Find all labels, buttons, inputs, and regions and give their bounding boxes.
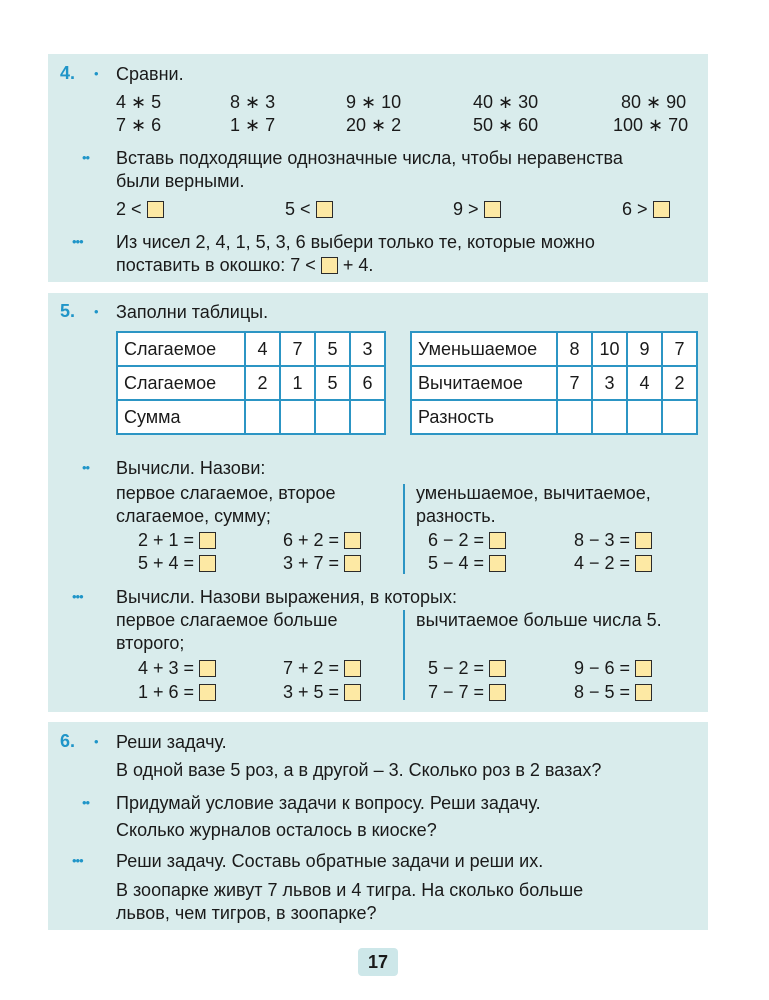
answer-box[interactable] — [321, 257, 338, 274]
row-label: Уменьшаемое — [411, 332, 557, 366]
answer-box[interactable] — [635, 555, 652, 572]
empty-cell[interactable] — [557, 400, 592, 434]
table-row — [411, 400, 697, 434]
table-cell: 3 — [592, 366, 627, 400]
answer-box[interactable] — [635, 684, 652, 701]
answer-box[interactable] — [489, 660, 506, 677]
compare-expr: 1 ∗ 7 — [230, 115, 276, 135]
table-cell: 7 — [662, 332, 697, 366]
task-6-title: Реши задачу. Составь обратные задачи и реши их. — [116, 851, 544, 871]
table-row — [117, 332, 385, 366]
table-row — [411, 366, 697, 400]
row-label: Разность — [411, 400, 557, 434]
answer-box[interactable] — [653, 201, 670, 218]
empty-cell[interactable] — [280, 400, 315, 434]
task-6-text: В одной вазе 5 роз, а в другой – 3. Сколько роз в 2 вазах? — [116, 760, 602, 780]
column-divider — [403, 610, 405, 700]
table-row — [117, 366, 385, 400]
task-5-instruction: первое слагаемое больше — [116, 610, 338, 630]
task-5-instruction: вычитаемое больше числа 5. — [416, 610, 662, 630]
task-4-number: 4. — [60, 63, 76, 83]
inequality: 2 < — [116, 198, 164, 220]
answer-box[interactable] — [489, 684, 506, 701]
table-cell: 2 — [245, 366, 280, 400]
expression: 5 − 2 = — [428, 657, 506, 679]
empty-cell[interactable] — [350, 400, 385, 434]
expression: 8 − 3 = — [574, 529, 652, 551]
expression: 7 − 7 = — [428, 681, 506, 703]
task-5-instruction: Вычисли. Назови выражения, в которых: — [116, 587, 457, 607]
table-cell: 4 — [627, 366, 662, 400]
table-cell: 8 — [557, 332, 592, 366]
difference-table — [410, 331, 698, 435]
answer-box[interactable] — [484, 201, 501, 218]
level-1-dots: • — [94, 304, 98, 319]
row-label: Вычитаемое — [411, 366, 557, 400]
expression: 1 + 6 = — [138, 681, 216, 703]
table-cell: 7 — [280, 332, 315, 366]
inequality: 9 > — [453, 198, 501, 220]
task-4-instruction: Из чисел 2, 4, 1, 5, 3, 6 выбери только те, которые можно — [116, 232, 595, 252]
row-label: Слагаемое — [117, 332, 245, 366]
answer-box[interactable] — [489, 555, 506, 572]
answer-box[interactable] — [489, 532, 506, 549]
answer-box[interactable] — [316, 201, 333, 218]
level-1-dots: • — [94, 66, 98, 81]
task-4-instruction: поставить в окошко: 7 < + 4. — [116, 255, 374, 275]
empty-cell[interactable] — [315, 400, 350, 434]
table-cell: 9 — [627, 332, 662, 366]
expression: 5 − 4 = — [428, 552, 506, 574]
expression: 3 + 5 = — [283, 681, 361, 703]
expression: 4 + 3 = — [138, 657, 216, 679]
answer-box[interactable] — [635, 532, 652, 549]
row-label: Слагаемое — [117, 366, 245, 400]
column-divider — [403, 484, 405, 574]
empty-cell[interactable] — [245, 400, 280, 434]
answer-box[interactable] — [199, 555, 216, 572]
empty-cell[interactable] — [627, 400, 662, 434]
compare-expr: 100 ∗ 70 — [613, 115, 689, 135]
task-4-instruction: были верными. — [116, 171, 245, 191]
answer-box[interactable] — [199, 684, 216, 701]
level-2-dots: •• — [82, 460, 90, 475]
task-5-instruction: второго; — [116, 633, 185, 653]
task-6-text: В зоопарке живут 7 львов и 4 тигра. На сколько больше — [116, 880, 584, 900]
level-3-dots: ••• — [72, 589, 83, 604]
task-6-title: Реши задачу. — [116, 732, 227, 752]
task-6-text: львов, чем тигров, в зоопарке? — [116, 903, 377, 923]
expression: 2 + 1 = — [138, 529, 216, 551]
task-5-instruction: уменьшаемое, вычитаемое, — [416, 483, 651, 503]
table-cell: 4 — [245, 332, 280, 366]
answer-box[interactable] — [199, 532, 216, 549]
compare-expr: 7 ∗ 6 — [116, 115, 162, 135]
task-5-number: 5. — [60, 301, 76, 321]
expression: 3 + 7 = — [283, 552, 361, 574]
table-cell: 3 — [350, 332, 385, 366]
sum-table — [116, 331, 386, 435]
answer-box[interactable] — [344, 684, 361, 701]
inequality: 5 < — [285, 198, 333, 220]
level-3-dots: ••• — [72, 234, 83, 249]
table-cell: 7 — [557, 366, 592, 400]
answer-box[interactable] — [344, 555, 361, 572]
answer-box[interactable] — [344, 532, 361, 549]
table-row — [411, 332, 697, 366]
task-4-instruction: Вставь подходящие однозначные числа, чтобы неравенства — [116, 148, 623, 168]
task-5-instruction: Вычисли. Назови: — [116, 458, 266, 478]
task-4-title: Сравни. — [116, 64, 184, 84]
page-number: 17 — [358, 948, 398, 976]
task-5-instruction: слагаемое, сумму; — [116, 506, 271, 526]
compare-expr: 50 ∗ 60 — [473, 115, 539, 135]
answer-box[interactable] — [344, 660, 361, 677]
compare-expr: 8 ∗ 3 — [230, 92, 276, 112]
compare-expr: 40 ∗ 30 — [473, 92, 539, 112]
expression: 6 − 2 = — [428, 529, 506, 551]
empty-cell[interactable] — [662, 400, 697, 434]
inequality: 6 > — [622, 198, 670, 220]
table-row — [117, 400, 385, 434]
level-2-dots: •• — [82, 795, 90, 810]
compare-expr: 80 ∗ 90 — [621, 92, 687, 112]
table-cell: 10 — [592, 332, 627, 366]
task-6-number: 6. — [60, 731, 76, 751]
table-cell: 5 — [315, 366, 350, 400]
expression: 5 + 4 = — [138, 552, 216, 574]
table-cell: 2 — [662, 366, 697, 400]
task-6-title: Придумай условие задачи к вопросу. Реши задачу. — [116, 793, 541, 813]
expression: 7 + 2 = — [283, 657, 361, 679]
task-6-text: Сколько журналов осталось в киоске? — [116, 820, 437, 840]
table-cell: 6 — [350, 366, 385, 400]
table-cell: 5 — [315, 332, 350, 366]
level-3-dots: ••• — [72, 853, 83, 868]
empty-cell[interactable] — [592, 400, 627, 434]
compare-expr: 20 ∗ 2 — [346, 115, 402, 135]
answer-box[interactable] — [199, 660, 216, 677]
expression: 9 − 6 = — [574, 657, 652, 679]
answer-box[interactable] — [635, 660, 652, 677]
level-2-dots: •• — [82, 150, 90, 165]
level-1-dots: • — [94, 734, 98, 749]
expression: 8 − 5 = — [574, 681, 652, 703]
task-5-instruction: первое слагаемое, второе — [116, 483, 336, 503]
table-cell: 1 — [280, 366, 315, 400]
expression: 4 − 2 = — [574, 552, 652, 574]
compare-expr: 4 ∗ 5 — [116, 92, 162, 112]
row-label: Сумма — [117, 400, 245, 434]
expression: 6 + 2 = — [283, 529, 361, 551]
task-5-instruction: разность. — [416, 506, 496, 526]
task-5-title: Заполни таблицы. — [116, 302, 269, 322]
compare-expr: 9 ∗ 10 — [346, 92, 402, 112]
answer-box[interactable] — [147, 201, 164, 218]
